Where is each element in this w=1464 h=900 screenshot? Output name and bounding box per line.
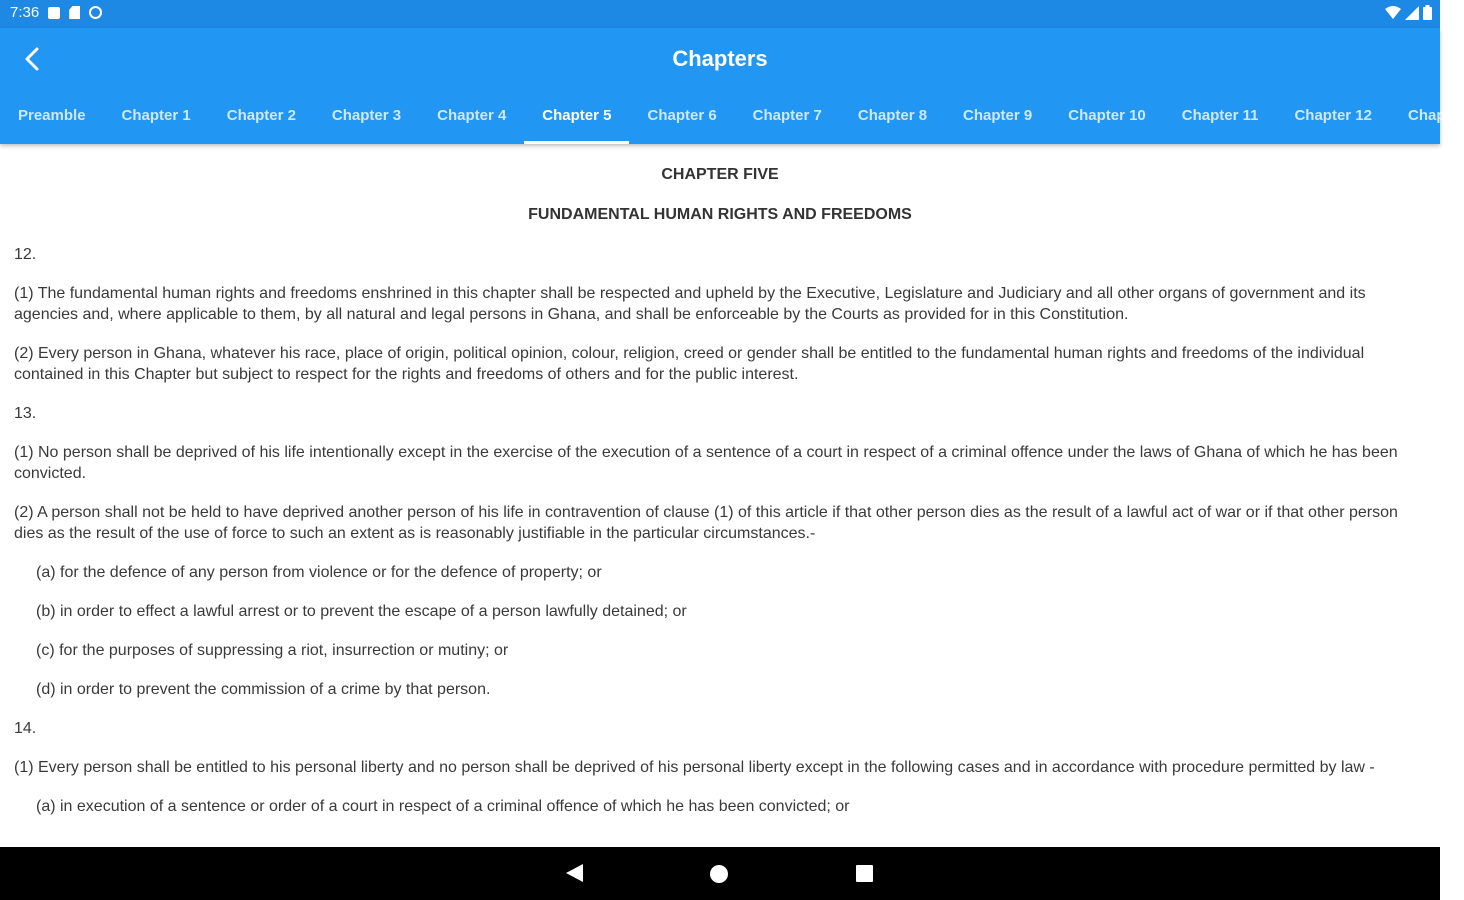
chapter-heading: CHAPTER FIVE (661, 166, 779, 183)
tab-chapter-11[interactable]: Chapter 11 (1181, 107, 1259, 124)
nav-home-circle-icon[interactable] (710, 865, 728, 883)
tab-chapter-9[interactable]: Chapter 9 (963, 107, 1033, 124)
chapter-text (0, 144, 1440, 817)
notification-square-icon (48, 7, 60, 19)
article-paragraph: (1) Every person shall be entitled to his personal liberty and no person shall be deprived of his personal liberty except in the following cases and in accordance with procedure permitted by law - (14, 759, 1375, 776)
chapter-subheading: FUNDAMENTAL HUMAN RIGHTS AND FREEDOMS (528, 206, 912, 223)
battery-icon (1423, 5, 1432, 20)
sync-circle-icon (89, 6, 102, 19)
status-bar (0, 0, 1440, 28)
page-title: Chapters (672, 46, 768, 71)
article-subclause: (c) for the purposes of suppressing a riot, insurrection or mutiny; or (36, 642, 509, 659)
wifi-icon (1385, 6, 1401, 20)
article-subclause: (a) for the defence of any person from violence or for the defence of property; or (36, 564, 602, 581)
article-subclause: (b) in order to effect a lawful arrest or to prevent the escape of a person lawfully detained; or (36, 603, 687, 620)
status-bar-right (1385, 5, 1432, 20)
nav-recents-square-icon[interactable] (856, 865, 873, 882)
chapter-tabs (0, 90, 1446, 144)
tab-chapter-10[interactable]: Chapter 10 (1068, 107, 1146, 124)
tab-chapter-3[interactable]: Chapter 3 (331, 107, 402, 124)
tab-chapter-2[interactable]: Chapter 2 (226, 107, 296, 124)
article-number: 12. (14, 246, 37, 263)
status-time: 7:36 (10, 4, 40, 21)
tab-chapter-1[interactable]: Chapter 1 (121, 107, 191, 124)
tab-chapter-13-partial[interactable]: Chap (1408, 107, 1446, 124)
system-nav-bar (0, 847, 1440, 900)
article-subclause: (d) in order to prevent the commission of a crime by that person. (36, 681, 491, 698)
tab-chapter-8[interactable]: Chapter 8 (857, 107, 928, 124)
chapter-content[interactable] (0, 144, 1440, 847)
tab-chapter-4[interactable]: Chapter 4 (437, 107, 507, 124)
status-bar-left (10, 4, 102, 21)
app-bar (0, 28, 1446, 144)
article-subclause: (a) in execution of a sentence or order of a court in respect of a criminal offence of which he has been convicted; or (36, 798, 850, 815)
tab-chapter-12[interactable]: Chapter 12 (1294, 107, 1372, 124)
tab-chapter-6[interactable]: Chapter 6 (647, 107, 717, 124)
article-number: 14. (14, 720, 37, 737)
article-paragraph: (1) The fundamental human rights and freedoms enshrined in this chapter shall be respected and upheld by the Executive, Legislature and Judiciary and all other organs of government and its agencies and, where applicable to them, by all natural and legal persons in Ghana, and shall be enforceable by the Courts as provided for in this Constitution. (14, 285, 1366, 323)
sd-card-icon (69, 6, 80, 19)
article-number: 13. (14, 405, 37, 422)
cell-signal-icon (1405, 6, 1419, 20)
tab-preamble[interactable]: Preamble (18, 107, 86, 124)
article-paragraph: (1) No person shall be deprived of his life intentionally except in the exercise of the execution of a sentence of a court in respect of a criminal offence under the laws of Ghana of which he has been convicted. (14, 444, 1398, 482)
tab-chapter-7[interactable]: Chapter 7 (752, 107, 822, 124)
article-paragraph: (2) A person shall not be held to have deprived another person of his life in contravention of clause (1) of this article if that other person dies as the result of a lawful act of war or if that other person dies as the result of the use of force to such an extent as is reasonably justifiable in the particular circumstances.- (14, 504, 1398, 542)
article-paragraph: (2) Every person in Ghana, whatever his race, place of origin, political opinion, colour, religion, creed or gender shall be entitled to the fundamental human rights and freedoms of the individual contained in this Chapter but subject to respect for the rights and freedoms of others and for the public interest. (14, 345, 1365, 383)
tab-chapter-5[interactable]: Chapter 5 (524, 90, 629, 144)
nav-back-triangle-icon[interactable] (566, 864, 583, 882)
